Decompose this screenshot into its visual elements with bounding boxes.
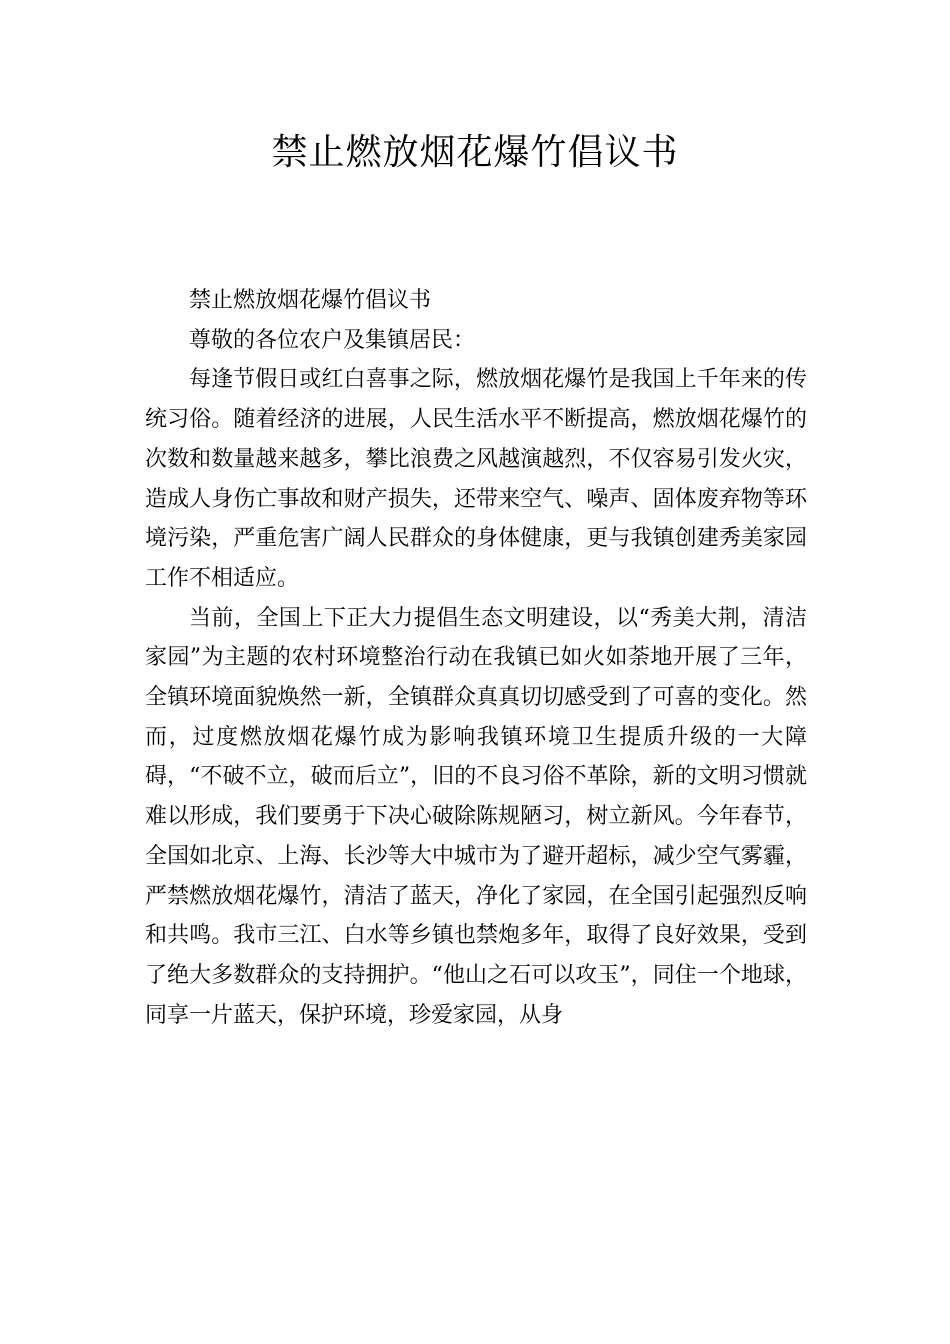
- paragraph-salutation: 尊敬的各位农户及集镇居民：: [189, 327, 476, 353]
- document-title: 禁止燃放烟花爆竹倡议书: [271, 132, 679, 173]
- document-body: [145, 281, 807, 1035]
- paragraph-body-2: 当前，全国上下正大力提倡生态文明建设，以“秀美大荆，清洁家园”为主题的农村环境整治行动在我镇已如火如荼地开展了三年，全镇环境面貌焕然一新，全镇群众真真切切感受到了可喜的变化。然而，过度燃放烟花爆竹成为影响我镇环境卫生提质升级的一大障碍，“不破不立，破而后立”，旧的不良习俗不革除，新的文明习惯就难以形成，我们要勇于下决心破除陈规陋习，树立新风。今年春节，全国如北京、上海、长沙等大中城市为了避开超标，减少空气雾霾，严禁燃放烟花爆竹，清洁了蓝天，净化了家园，在全国引起强烈反响和共鸣。我市三江、白水等乡镇也禁炮多年，取得了良好效果，受到了绝大多数群众的支持拥护。“他山之石可以攻玉”，同住一个地球，同享一片蓝天，保护环境，珍爱家园，从身: [145, 605, 807, 1028]
- paragraph-body-1: 每逢节假日或红白喜事之际，燃放烟花爆竹是我国上千年来的传统习俗。随着经济的进展，人民生活水平不断提高，燃放烟花爆竹的次数和数量越来越多，攀比浪费之风越演越烈，不仅容易引发火灾，造成人身伤亡事故和财产损失，还带来空气、噪声、固体废弃物等环境污染，严重危害广阔人民群众的身体健康，更与我镇创建秀美家园工作不相适应。: [145, 367, 807, 591]
- paragraph-heading: 禁止燃放烟花爆竹倡议书: [189, 288, 432, 313]
